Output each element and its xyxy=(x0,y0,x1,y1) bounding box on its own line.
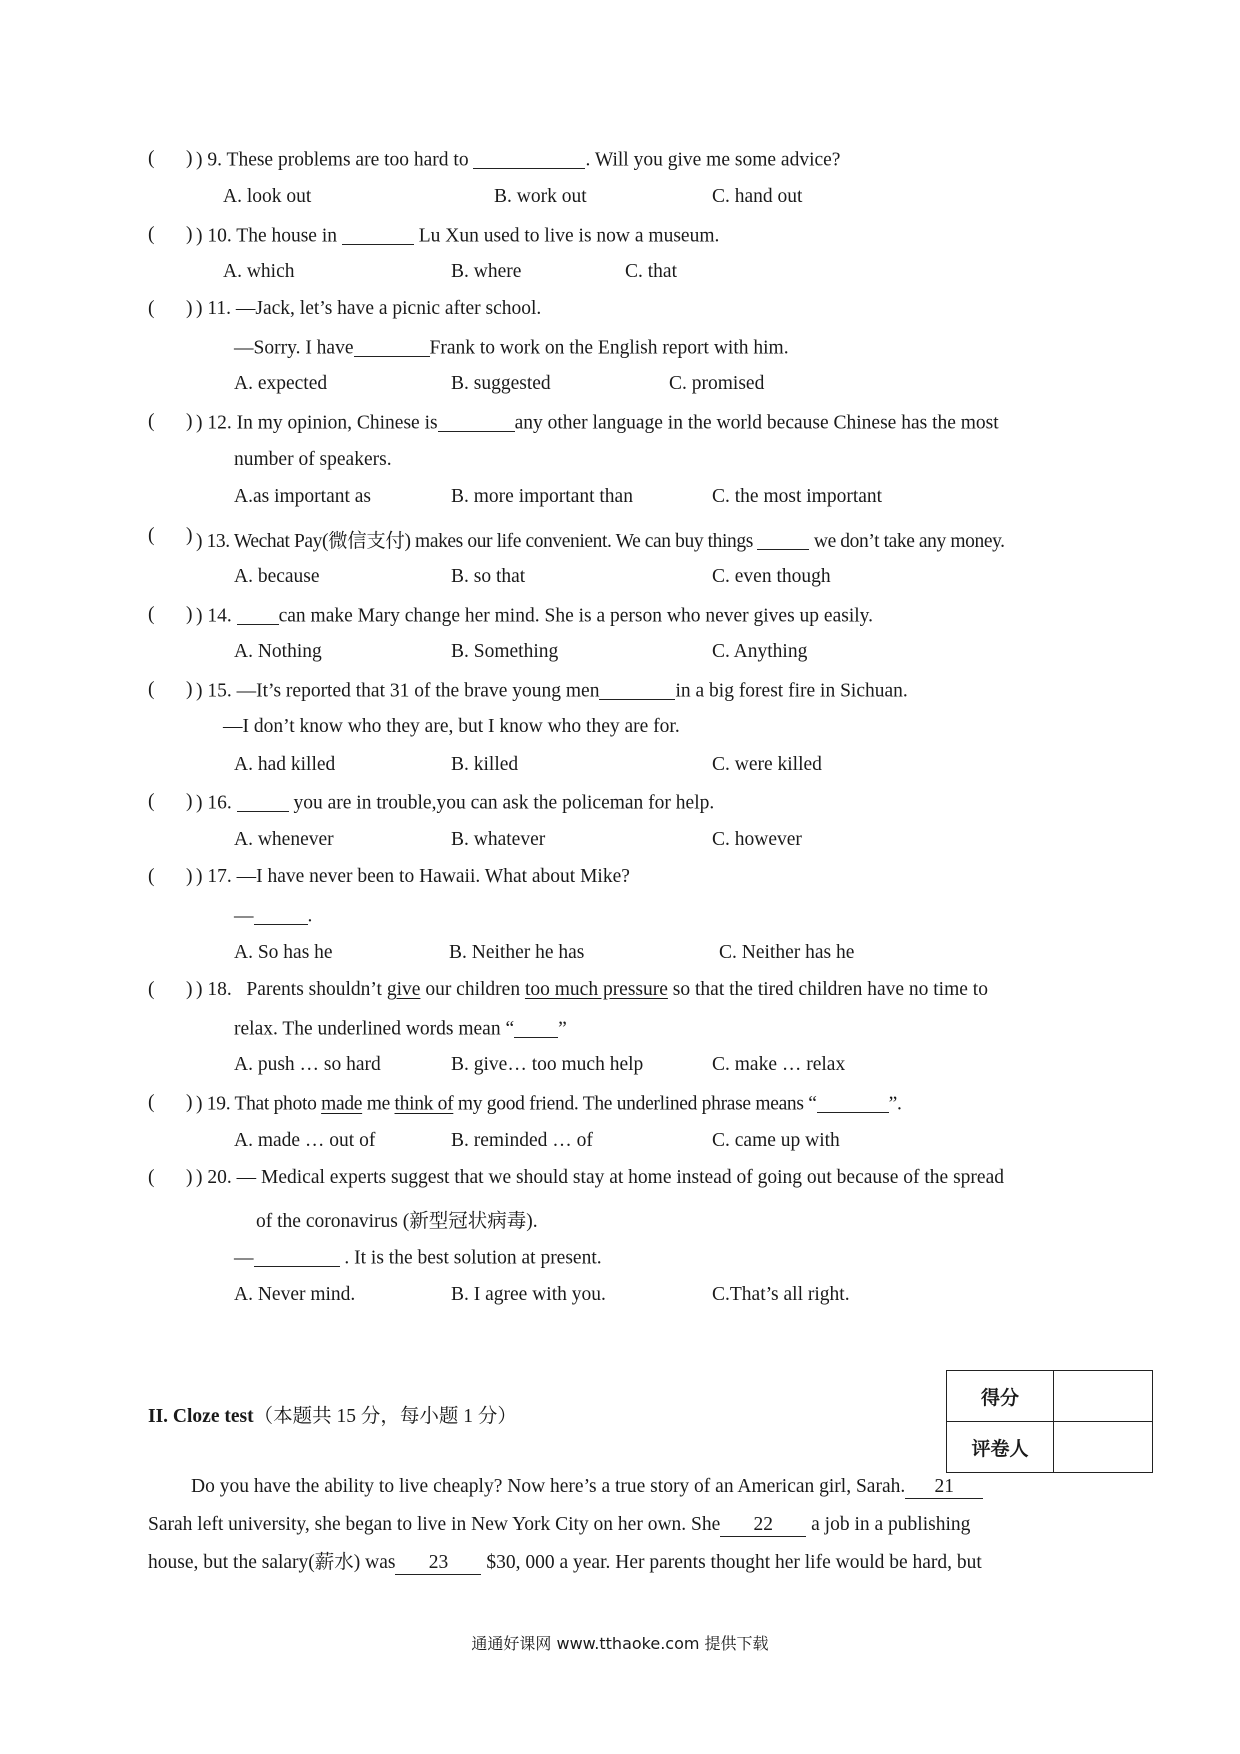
option-c: C. were killed xyxy=(712,754,822,775)
question-17-reply: — . xyxy=(234,905,313,927)
option-c: C.That’s all right. xyxy=(712,1284,850,1305)
option-b: B. more important than xyxy=(451,486,633,507)
option-b: B. so that xyxy=(451,566,526,587)
blank-22: 22 xyxy=(720,1514,806,1537)
option-b: B. Something xyxy=(451,641,559,662)
question-text: ) 11. —Jack, let’s have a picnic after school. xyxy=(196,298,542,319)
option-a: A. whenever xyxy=(234,829,334,850)
option-c: C. Anything xyxy=(712,641,808,662)
option-b: B. suggested xyxy=(451,373,551,394)
option-a: A. which xyxy=(223,261,295,282)
option-b: B. whatever xyxy=(451,829,546,850)
grader-label: 评卷人 xyxy=(947,1422,1054,1473)
question-20-reply: — . It is the best solution at present. xyxy=(234,1247,602,1269)
question-text: ) 14. can make Mary change her mind. She is a person who never gives up easily. xyxy=(196,605,874,627)
answer-blank xyxy=(757,530,809,551)
answer-blank xyxy=(514,1017,558,1038)
answer-blank xyxy=(237,604,279,625)
option-a: A. look out xyxy=(223,186,312,207)
option-c: C. came up with xyxy=(712,1130,840,1151)
answer-blank xyxy=(817,1092,889,1113)
option-c: C. Neither has he xyxy=(719,942,855,963)
answer-blank xyxy=(473,148,585,169)
question-text: ) 15. —It’s reported that 31 of the brave young men in a big forest fire in Sichuan. xyxy=(196,680,908,702)
option-b: B. killed xyxy=(451,754,519,775)
option-b: B. I agree with you. xyxy=(451,1284,606,1305)
answer-blank xyxy=(354,336,430,357)
score-cell[interactable] xyxy=(1054,1371,1153,1422)
option-c: C. even though xyxy=(712,566,831,587)
question-text: ) 18. Parents shouldn’t give our children too much pressure so that the tired children have no time to xyxy=(196,979,988,1000)
score-box xyxy=(946,1370,1153,1473)
option-a: A. Never mind. xyxy=(234,1284,356,1305)
question-text: ) 12. In my opinion, Chinese is any other language in the world because Chinese has the most xyxy=(196,412,999,434)
option-c: C. make … relax xyxy=(712,1054,846,1075)
answer-blank xyxy=(254,1246,340,1267)
underlined-phrase: too much pressure xyxy=(524,979,668,1000)
option-a: A.as important as xyxy=(234,486,372,507)
question-15-reply: —I don’t know who they are, but I know who they are for. xyxy=(223,716,680,737)
question-18-cont: relax. The underlined words mean “ ” xyxy=(234,1018,567,1040)
option-b: B. Neither he has xyxy=(449,942,585,963)
answer-blank xyxy=(237,791,289,812)
option-c: C. the most important xyxy=(712,486,883,507)
question-text: ) 13. Wechat Pay(微信支付) makes our life convenient. We can buy things we don’t take any money. xyxy=(196,531,1005,552)
passage-line-1: Do you have the ability to live cheaply? Now here’s a true story of an American girl, Sarah. 21 xyxy=(191,1468,1151,1506)
question-12-cont: number of speakers. xyxy=(234,449,392,470)
question-text: ) 10. The house in Lu Xun used to live is now a museum. xyxy=(196,225,720,247)
question-text: ) 19. That photo made me think of my good friend. The underlined phrase means “ ”. xyxy=(196,1093,902,1115)
option-a: A. push … so hard xyxy=(234,1054,381,1075)
answer-blank xyxy=(342,224,414,245)
option-c: C. that xyxy=(625,261,677,282)
option-c: C. however xyxy=(712,829,802,850)
option-a: A. expected xyxy=(234,373,328,394)
answer-blank xyxy=(438,411,515,432)
section-title: II. Cloze test（本题共 15 分，每小题 1 分） xyxy=(148,1406,517,1427)
underlined-word: give xyxy=(386,979,421,1000)
passage-line-3: house, but the salary(薪水) was 23 $30, 000 a year. Her parents thought her life would be hard, but xyxy=(148,1552,982,1573)
underlined-phrase: think of xyxy=(394,1093,454,1115)
question-text: ) 16. you are in trouble,you can ask the policeman for help. xyxy=(196,792,715,814)
blank-21: 21 xyxy=(905,1476,983,1499)
question-20-cont: of the coronavirus (新型冠状病毒). xyxy=(256,1211,538,1232)
option-b: B. reminded … of xyxy=(451,1130,593,1151)
option-a: A. because xyxy=(234,566,320,587)
question-text: ) 20. — Medical experts suggest that we should stay at home instead of going out because of the spread xyxy=(196,1167,1004,1188)
answer-blank xyxy=(254,904,308,925)
option-c: C. hand out xyxy=(712,186,803,207)
question-11-reply: —Sorry. I have Frank to work on the English report with him. xyxy=(234,337,789,359)
underlined-word: made xyxy=(321,1093,363,1115)
answer-blank xyxy=(599,679,675,700)
option-a: A. Nothing xyxy=(234,641,322,662)
option-c: C. promised xyxy=(669,373,765,394)
grader-cell[interactable] xyxy=(1054,1422,1153,1473)
option-a: A. had killed xyxy=(234,754,336,775)
option-b: B. work out xyxy=(494,186,587,207)
question-text: ) 17. —I have never been to Hawaii. What about Mike? xyxy=(196,866,630,887)
option-b: B. give… too much help xyxy=(451,1054,644,1075)
option-b: B. where xyxy=(451,261,522,282)
passage-line-2: Sarah left university, she began to live in New York City on her own. She 22 a job in a publishing xyxy=(148,1514,971,1535)
option-a: A. made … out of xyxy=(234,1130,376,1151)
blank-23: 23 xyxy=(395,1552,481,1575)
question-text: ) 9. These problems are too hard to . Will you give me some advice? xyxy=(196,149,841,171)
option-a: A. So has he xyxy=(234,942,333,963)
score-label: 得分 xyxy=(947,1371,1054,1422)
footer-source: 通通好课网 www.tthaoke.com 提供下载 xyxy=(471,1634,769,1653)
